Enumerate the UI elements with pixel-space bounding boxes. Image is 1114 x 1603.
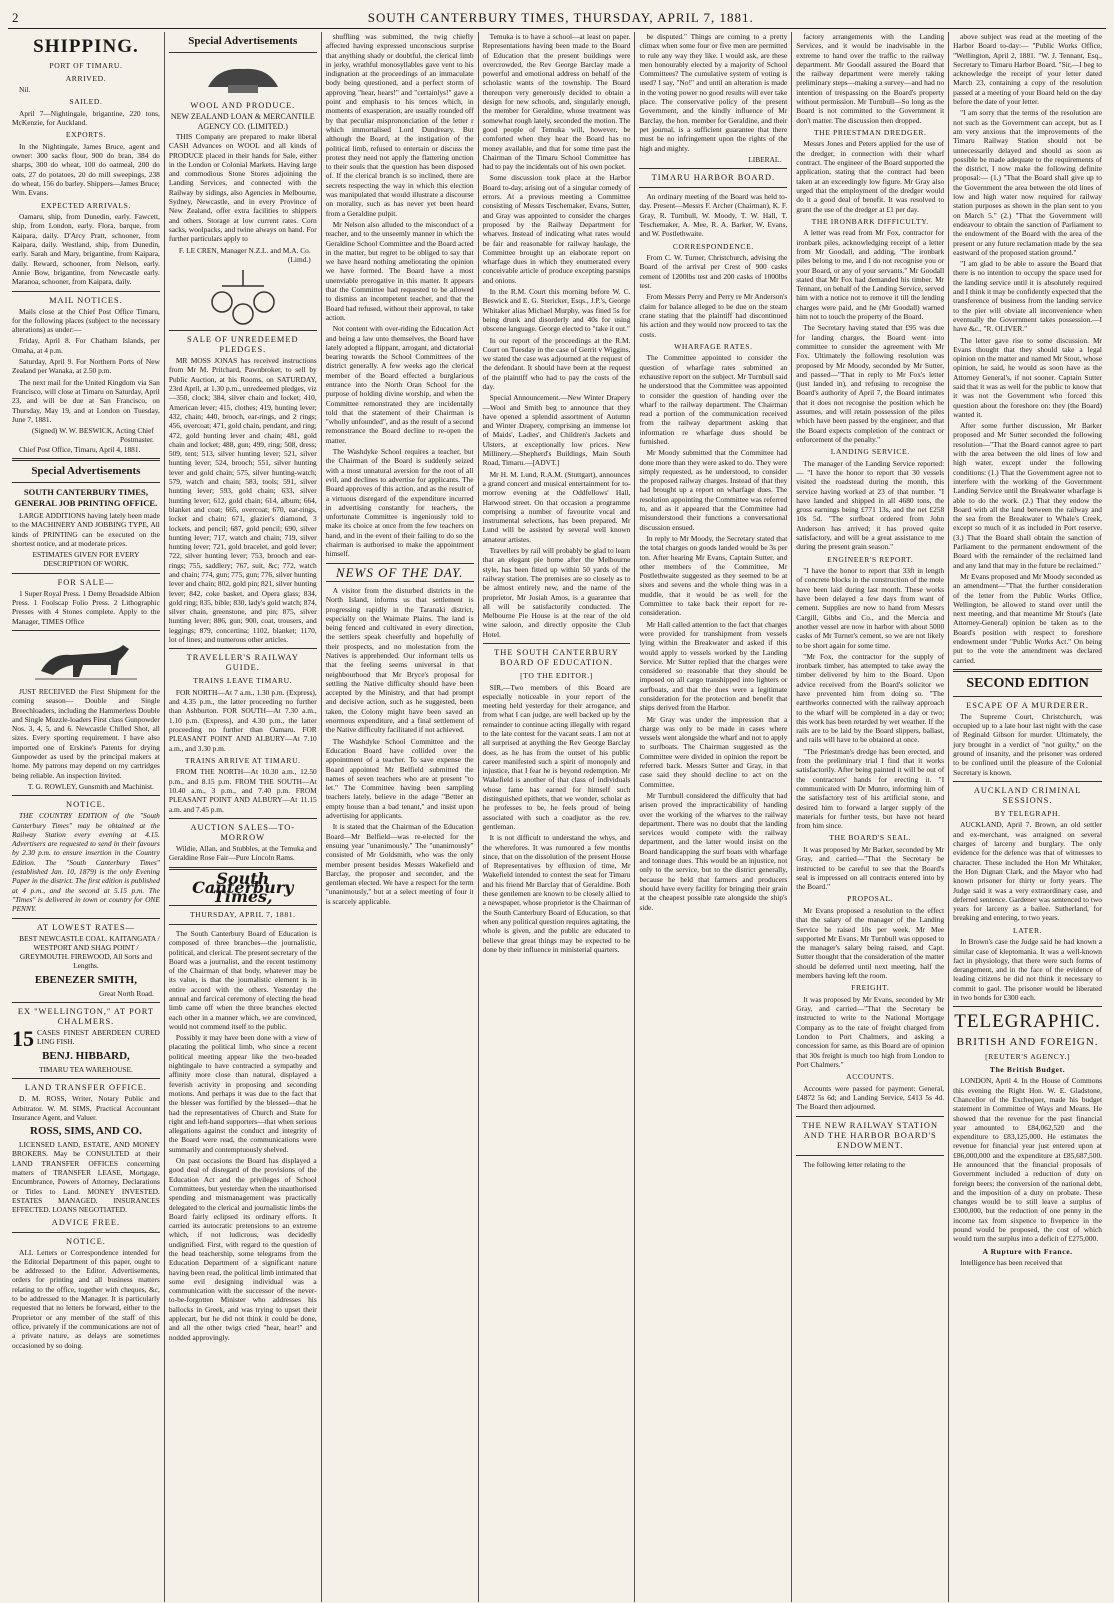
col4-text-1: Temuka is to have a school—at least on paper. Representations having been made to the Board of Education that the present buildings were overcrowded, the Rev George Barclay made a powerful and emotional address on behalf of the scholastic wants of the township. The Board thereupon very generously decided to obtain a design for new schools, and, singularly enough, the member for Geraldine, whose treatment was somewhat rough lately, seconded the motion. The good people of Temuka will, however, be comforted when they hear the Board has no money available, and that for some time past the Chairman of the Timaru School Committee has had to pay the incidentals out of his own pocket. bbox=[482, 32, 631, 172]
reuter-agency: [REUTER'S AGENCY.] bbox=[985, 1052, 1071, 1062]
port-heading: PORT OF TIMARU. bbox=[49, 61, 123, 70]
col6-text-6: "I have the honor to report that 33ft in length of concrete blocks in the construction of the mole have been laid during last month. These works have been delayed a few days from want of cement. Supplies are now to hand from Messrs Cargill, Gibbs and Co., and the Mercia and another vessel are now in harbor with about 5000 casks of Mr Turner's cement, so we are not likely to be short again for some time. bbox=[796, 566, 945, 650]
column-3 bbox=[322, 32, 479, 1602]
column-2 bbox=[165, 32, 322, 1602]
harbor-6: In reply to Mr Moody, the Secretary stated that the total charges on goods landed would be 3s per ton. After hearing Mr Evans, Captain Sutter, and other members of the Committee, Mr Postlethwaite suggested as they seemed to be at sixes and sevens and the whole thing was in a muddle, that it would be as well for the Committee to take back their report for re-consideration. bbox=[639, 533, 788, 618]
office-text: LARGE ADDITIONS having lately been made to the MACHINERY AND JOBBING TYPE, All kinds of PRINTING can be executed on the shortest notice, and at moderate prices. bbox=[12, 511, 160, 548]
harbor-2: From C. W. Turner, Christchurch, advising the Board of the arrival per Crest of 900 casks cement of 1200lbs test and 200 casks of 1000lbs test. bbox=[639, 253, 788, 291]
masthead-title: SOUTH CANTERBURY TIMES, THURSDAY, APRIL 7, 1881. bbox=[367, 10, 754, 25]
gun-signature: T. G. ROWLEY, Gunsmith and Machinist. bbox=[27, 781, 154, 791]
mail-text-3: Saturday, April 9. For Northern Ports of New Zealand per Wanaka, at 2.50 p.m. bbox=[12, 357, 160, 376]
coal-address: Great North Road. bbox=[99, 988, 154, 998]
auction-heading: AUCTION SALES—TO-MORROW bbox=[190, 822, 296, 842]
escape-heading: ESCAPE OF A MURDERER. bbox=[966, 700, 1090, 710]
pawnbroker-balls-illustration bbox=[169, 268, 317, 326]
ex-address: TIMARU TEA WAREHOUSE. bbox=[38, 1064, 133, 1074]
leader-3: On past occasions the Board has displayed a good deal of disregard of the provisions of the Education Act and the privileges of School Committees, but yesterday when the unauthorised spending and mismanagement was practically delegated to the clerical and journalistic limbs the Board fairly eclipsed its ordinary efforts. It carried its autocratic pretensions to an extreme which, if not ludicrous, was decidedly undignified. First, with regard to the question of the head teachership, some telegrams from the Education Department of a significant nature having been read, the political limb intimated that some evil designing individual was a communication with the successor of the never-to-be-forgotten Minister who addresses his ballocks in Greek, and was trying to upset their applecart, but he did not think it could be done, and all the other twigs cried "hear, hear!" and nodded approvingly. bbox=[168, 1156, 317, 1342]
dredger-heading: THE PRIESTMAN DREDGER. bbox=[813, 127, 927, 137]
special-ads-heading-2: Special Advertisements bbox=[188, 35, 298, 47]
harbor-9: Mr Turnbull considered the difficulty that had arisen proved the impracticability of handing over the working of the wharves to the railway department. There was no doubt that the landing services would compete with the railway department, and the latter would insist on the Board handicapping the surf boats with wharfage and tonnage dues. This would be an injustice, not only to the service, but to the district generally, because he held that farmers and producers should have every facility for bringing their grain at the cheapest possible rate alongside the ship's side. bbox=[639, 790, 788, 912]
budget-heading: The British Budget. bbox=[989, 1064, 1066, 1074]
later-heading: LATER. bbox=[1013, 925, 1043, 935]
col6-text-5: The manager of the Landing Service reported:— "I have the honor to report that 30 vessels visited the roadstead during the month, this service having worked at 23 of that number. "I have landed and shipped in all 4680 tons, the gross earnings being £771 13s, and the net £258 10s 5d. "The surfboat ordered from John Anderson has arrived; it has proved quite satisfactory, and will be a great assistance to me during the present grain season." bbox=[796, 458, 945, 552]
news-1: A visitor from the disturbed districts in the North Island, informs us that settlement is progressing rapidly in the Taranaki district, especially on the Waimate Plains. The land is being fenced and cultivated in every direction, the settlers speak cheerfully and hopefully of their prospects, and no molestation from the Natives is apprehended. Our informant tells us that the feeling seems universal in that neighbourhood that Mr Bryce's proposal for settling the Native difficulty should have been accepted by the Ministry, and that had prompt and decisive action, such as he suggested, been taken, the Colony might have been saved an enormous expenditure, and a final settlement of the Native difficulty facilitated if not achieved. bbox=[325, 585, 474, 735]
wool-signature: F. LE CREN, Manager N.Z.L. and M.A. Co. (Limd.) bbox=[178, 245, 311, 264]
land-names: D. M. ROSS, Writer, Notary Public and Arbitrator. W. M. SIMS, Practical Accountant Insurance Agent, and Valuer. bbox=[12, 1094, 160, 1122]
arrived-heading: ARRIVED. bbox=[65, 73, 107, 83]
leader-2: Possibly it may have been done with a view of placating the political limb, who since a recent political meeting appear like the two-headed nightingale to have contracted a sympathy and affinity more close than natural, displayed a feverish activity in proposing and seconding motions. And perhaps it was due to the fact that the blesser was fortified by the blessed—that he had the representatives of Church and State for right and left-hand supporters—that when serious allegations against the conduct and integrity of the Board were read, the communications were summarily and contemptuously shelved. bbox=[168, 1033, 317, 1154]
col6-text-4: The Secretary having stated that £95 was due for landing charges, the Board went into committee to consider the agreement with Mr Fox. Ultimately the following resolution was proposed by Mr Moody, seconded by Mr Sutter, and passed—"That in reply to Mr Fox's letter (just landed in), and refusing to recognise the Board's authority of April 7, the Board intimates that it does not recognise the position which he assumes, and will retain possession of the piles which have been passed by the engineer, and that the Board expects completion of the contract or enforcement of the penalty." bbox=[796, 323, 945, 444]
col3-text-3: Not content with over-riding the Education Act and being a law unto themselves, the Board have lately adopted a flippant, arrogant, and dictatorial bearing towards the School Committees of the district generally. A few weeks ago the clerical member of the Board effected a burglarious entrance into the North Oran School for the purpose of holding divine worship, and when the Committee remonstrated they are incidentally told that the statement of their Chairman is "wholly unfounded", and as the result of a second remonstrance the Board decline to re-open the matter. bbox=[325, 324, 474, 445]
col6-text-8: "The Priestman's dredge has been erected, and from the preliminary trial I find that it works satisfactorily. After being painted it will be out of the contractors' hands for erecting it. "I communicated with Dr Munro, informing him of the satisfactory test of his artificial stone, and desired him to forward a larger supply of the materials for further tests, but have not heard from him since. bbox=[796, 746, 945, 831]
shipping-title: SHIPPING. bbox=[33, 36, 139, 57]
masthead bbox=[8, 6, 1106, 29]
liberal-signature: LIBERAL. bbox=[748, 154, 782, 164]
estimates: ESTIMATES GIVEN FOR EVERY DESCRIPTION OF WORK. bbox=[32, 550, 140, 569]
british-foreign-heading: BRITISH AND FOREIGN. bbox=[956, 1036, 1099, 1049]
corresp-heading: CORRESPONDENCE. bbox=[672, 241, 754, 251]
column-4 bbox=[479, 32, 636, 1602]
harbor-7: Mr Hall called attention to the fact that charges were provided for transhipment from vessels lying within the Breakwater and asked if this would apply to vessels worked by the Landing Service. Mr Sutter replied that the charges were considered so reasonable that they should be imposed on all cargo transhipped into lighters or surfboats, and that the dues were a legitimate consideration for the protection and benefit that ships derived from the Harbor. bbox=[639, 619, 788, 713]
col4-text-2: Some discussion took place at the Harbor Board to-day, arising out of a singular comedy of errors. At a previous meeting a Committee consisting of Messrs Teschemaker, Evans, Sutter, and Gray was appointed to consider the charges proposed by the Railway Department for wharves. Instead of indicating what rates would be fair and reasonable for railway haulage, the Committee brought up an elaborate report on wharfage dues in which they enumerated every conceivable article of produce excepting parsnips and onions. bbox=[482, 173, 631, 285]
mail-text-4: The next mail for the United Kingdom via San Francisco, will close at Timaru on Saturday, April 23, and will be due at San Francisco, on Thursday, May 19, and at London on Tuesday, June 7, 1881. bbox=[12, 377, 160, 424]
harbor-4: The Committee appointed to consider the question of wharfage rates submitted an exhaustive report on the subject. Mr Turnbull said he understood that the Committee was appointed to consider the question of handing over the wharf to the railway department. The Chairman read a portion of the communication received from the railway department asking that information re wharfage dues should be furnished. bbox=[639, 353, 788, 446]
auction-text: Wildie, Allan, and Stubbles, at the Temuka and Geraldine Rose Fair—Pure Lincoln Rams. bbox=[168, 843, 317, 863]
gun-text: JUST RECEIVED the First Shipment for the coming season— Double and Single Breechloaders, including the Hammerless Double and Single Muzzle-loaders First class Gunpowder Nos. 3, 4, 5, and 6. Newcastle Chilled Shot, all sizes. Every sporting requirement. I have also imported one of Erskine's Patents for drying Gunpowder as used by the principal makers at home. My patrons may depend on my cartridges being reliable. An inspection Invited. bbox=[12, 686, 160, 780]
mail-text-1: Mails close at the Chief Post Office Timaru, for the following places (subject to the necessary alterations) as under:— bbox=[12, 306, 160, 335]
station-heading: THE NEW RAILWAY STATION AND THE HARBOR BOARD'S ENDOWMENT. bbox=[802, 1120, 939, 1150]
col4-text-5: Special Announcement.—New Winter Drapery—Wool and Smith beg to announce that they have opened a splendid assortment of Autumn and Winter Drapery, comprising an immense lot of Maids', Ladies', and Children's Jackets and Ulsters, at exceptionally low prices. New Millinery.—Shepherd's Buildings, Main South Road, Timaru.—[ADVT.] bbox=[482, 393, 631, 468]
harbor-8: Mr Gray was under the impression that a charge was only to be made in cases where vessels went alongside the wharf and not to apply to surfboats. The Chairman suggested as the Committee were divided in opinion the report be referred back. Messrs Sutter and Gray, in that case said they should decline to act on the Committee. bbox=[639, 714, 788, 789]
wool-company: NEW ZEALAND LOAN & MERCANTILE AGENCY CO. (LIMITED.) bbox=[170, 112, 315, 131]
col6-text-1: factory arrangements with the Landing Services, and it would be inadvisable in the extreme to hand over the traffic to the railway department. Mr Goodall assured the Board that the railway department were merely taking preliminary steps—making a survey—and had no intention of trespassing on the Board's property without permission. Mr Turnbull—So long as the Board is not committed to the Government it don't matter. The discussion then dropped. bbox=[796, 32, 945, 125]
col3-text-2: Mr Nelson also alluded to the misconduct of a teacher, and to the unseemly manner in which the Geraldine School Committee and the Board acted in the matter, but regret to be obliged to say that we have heard nothing ameliorating the opinion we have formed. The Board have a most unenviable prerogative in this matter. It appears that the Committee had requested to be allowed to dismiss an incompetent teacher, and that the Board had refused, without their approval, to take action. bbox=[325, 219, 474, 322]
seal-heading: THE BOARD'S SEAL. bbox=[829, 833, 912, 843]
col4-text-4: In our report of the proceedings at the R.M. Court on Tuesday in the case of Gerrit v Wiggins, we stated the case was adjourned at the request of the defendant. It should have been at the request of the plaintiff who had to pay the costs of the day. bbox=[482, 335, 631, 391]
wool-bale-illustration bbox=[169, 57, 317, 97]
land-text: LICENSED LAND, ESTATE, AND MONEY BROKERS. May be CONSULTED at their LAND TRANSFER OFFICES concerning matters of TRANSFER LEASE, Mortgage, Encumbrance, Powers of Attorney, Declarations or Titles to Land. MONEY INVESTED. ESTATES MANAGED. INSURANCES EFFECTED. LOANS NEGOTIATED. bbox=[12, 1140, 160, 1215]
arrived-text: Nil. bbox=[19, 85, 31, 94]
harbor-5: Mr Moody submitted that the Committee had done more than they were asked to do. They were simply requested, as he understood, to consider the proposed railway charges. Instead of that they had brought up a report on wharfage dues. The resolution appointing the Committee was referred to, and as it appeared that the Committee had misunderstood their functions a conversational discussion ensued. bbox=[639, 448, 788, 532]
column-5 bbox=[635, 32, 792, 1602]
mail-signed: (Signed) W. W. BESWICK, Acting Chief Postmaster. bbox=[31, 426, 154, 445]
letter-2: It is not difficult to understand the whys, and the wherefores. It was rumoured a few months since, that on the dissolution of the present House of Representatives by effluxion of time, Mr Wakefield intended to contest the seat for Timaru and his friend Mr Barclay that of Geraldine. Both these gentlemen are known to be closely allied to a newspaper, whose proprietor is the Chairman of the South Canterbury Board of Education, so that when any political question requires agitating, the whole is given, and the public are educated to believe that great things may be expected to be done by their influence in ministerial quarters. bbox=[482, 833, 631, 954]
col5-text-1: be disputed." Things are coming to a pretty climax when some four or five men are permitted to rule any way they like. I would ask, are these men honourably elected by a majority of School Committees? The cumulative system of voting is used? I say, "No!" and until an alteration is made in the voting power no good results will ever take place. The conservative policy of the present Government, and the kindly influence of Mr Barclay, the hon. member for Geraldine, and their pet journal, is a sufficient guarantee that there must be no infringement upon the rights of the high and mighty. bbox=[639, 32, 788, 153]
landing-heading: LANDING SERVICE. bbox=[830, 447, 910, 457]
notice2-text: ALL Letters or Correspondence intended for the Editorial Department of this paper, ought to be addressed to the Editor. Advertisements, orders for printing and all business matters relating to the office, together with cheques, &c, to be addressed to the Manager. It is particularly requested that no letters be forward, either to the Proprietor or any member of the staff of this office, privately if the communications are not of a private nature, as delays are sometimes occasioned by so doing. bbox=[12, 1247, 160, 1350]
ex-text: CASES FINEST ABERDEEN CURED LING FISH. bbox=[37, 1027, 160, 1047]
col7-text-4: The letter gave rise to some discussion. Mr Evans thought that they should take a legal opinion on the matter and named Mr Stout, whose opinion, he said, he would as soon have as the Attorney General's, if not sooner. Captain Sutter said that it was as well for the public to know that it was not the Government who forced this question about the foreshore on: they (the Board) wanted it. bbox=[953, 335, 1102, 419]
special-ads-heading: Special Advertisements bbox=[31, 465, 141, 477]
col7-text-7: The Supreme Court, Christchurch, was occupied up to a late hour last night with the case of Reginald Gibson for murder. Ultimately, the jury brought in a verdict of "not guilty," on the ground of insanity, and the prisoner was ordered to be confined until the pleasure of the Colonial Secretary is known. bbox=[953, 711, 1102, 777]
ex-signature: BENJ. HIBBARD, bbox=[42, 1049, 130, 1062]
ex-number: 15 bbox=[12, 1025, 34, 1051]
sale-text: 1 Super Royal Press. 1 Demy Broadside Albion Press. 1 Foolscap Folio Press. 2 Lithographic Presses with 4 Stones complete. Apply to the Manager, TIMES Office bbox=[12, 588, 160, 626]
rail-arrive: FROM THE NORTH—At 10.30 a.m., 12.50 p.m., and 8.15 p.m. FROM THE SOUTH—At 10.40 a.m., 3 p.m., and 7.40 p.m. FROM PLEASANT POINT AND ALBURY—At 11.15 a.m. and 7.45 p.m. bbox=[168, 767, 317, 814]
col7-text-10: LONDON, April 4. In the House of Commons this evening the Right Hon. W. E. Gladstone, Chancellor of the Exchequer, made his budget statement in Committee of Ways and Means. He showed that the revenue for the past financial year amounted to £84,062,520 and the expenditure to £83,125,000. He estimates the revenue for financial year just entered upon at £86,000,000 and the expenditure at £85,687,500. He announced that the financial proposals of Government included a reduction of duty on foreign beers; the conversion of the national debt, and the imposition of a duty on probate. These changes would be to still leave a surplus of £300,000, but the reduction of one penny in the income tax from sixpence to fivepence in the pound would be proposed, the cost of which would turn the surplus into a deficit of £275,000. bbox=[953, 1076, 1102, 1244]
rupture-heading: A Rupture with France. bbox=[982, 1246, 1073, 1256]
col3-text-4: The Washdyke School requires a teacher, but the Chairman of the Board is suddenly seized with a most unnatural aversion for the root of all evil, and declines to advertise for applicants. The Board approves of this action, and as the result of a virtuous disregard of the expenditure incurred in advertising constantly for teachers, the unfortunate Committee is ingeniously told to make its choice at once from the few teachers on hand, and in the event of their failing to do so the chairman is authorised to make the appointment himself. bbox=[325, 447, 474, 559]
letter-1: SIR,—Two members of this Board are especially noticeable in your report of the meeting held yesterday for their arrogance, and from what I can judge, are well backed up by the remainder to continue acting illegally with regard to the late contest for the vacant seats. I am not at all surprised at anything the Rev George Barclay does, as he has from the outset of his public career manifested such a spirit of monopoly and injustice, that I fear he is beyond redemption. Mr Wakefield is another of that class of individuals whose fame has earned for himself such distinguished epithets, that we wonder, scholar as he professes to be, he feels proud of being associated with such a coadjutor as the rev. gentleman. bbox=[482, 682, 631, 831]
expected-heading: EXPECTED ARRIVALS. bbox=[40, 200, 131, 210]
col7-text-9: In Brown's case the Judge said he had known a similar case of kleptomania. It was a well-known fact in physiology, that there were such forms of derangement, and in the face of the evidence of leading citizens he did not think it necessary to commit to gaol. The prisoner would be liberated in two bonds for £300 each. bbox=[953, 937, 1102, 1003]
news-heading: NEWS OF THE DAY. bbox=[335, 564, 464, 580]
col6-text-10: Mr Evans proposed a resolution to the effect that the salary of the manager of the Landing Service be raised 10s per week. Mr Mee supported Mr Evans. Mr Turnbull was opposed to the manager's salary being raised, and Capt. Sutter thought that the consideration of the matter should be deferred until next meeting, half the members having left the room. bbox=[796, 905, 945, 981]
col7-text-3: "I am glad to be able to assure the Board that there is no intention to occupy the space used for the landing service until it is absolutely required and I think it may be confidently expected that the transference of business from the landing service to the pier will obviate all inconvenience when eventually the Government takes possession.—I have &c., "R. OLIVER." bbox=[953, 259, 1102, 334]
col6-text-11: It was proposed by Mr Evans, seconded by Mr Gray, and carried—"That the Secretary be instructed to write to the National Mortgage Company as to the rate of freight charged from London to Port Chalmers, and asking a concession for same, as this Board are of opinion that 30s freight is much too high from London to Port Chalmers." bbox=[796, 994, 945, 1069]
news-3: It is stated that the Chairman of the Education Board—Mr Belfield—was re-elected for the ensuing year "unanimously." The "unanimously" consisted of Mr Goldsmith, who was the only member present besides Messrs Wakefield and Barclay, the proposer and seconder, and the gentleman elected. We have a respect for the term "unanimously," but at a select meeting of four it is scarcely applicable. bbox=[325, 822, 474, 906]
pledges-text: MR MOSS JONAS has received instructions from Mr M. Pritchard, Pawnbroker, to sell by Public Auction, at his Rooms, on SATURDAY, 23rd April, at 1.30 p.m., unredeemed pledges, viz—350, clock; 384, silver chain and locket; 410, American lever; 415, clothes; 419, hunting lever; 432, chain; 440, brooch, ear-rings, and 2 rings; 456, overcoat; 471, gold chain, pendant, and ring; 472, gold hunting lever and chain; 481, gold chain and locket; 488, gun; 499, ring; 508, dress; 509, tent; 513, silver hunting lever; 521, silver hunting lever; 524, brooch; 551, silver hunting lever and gold chain; 575, silver hunting-watch; 579, watch and chain; 583, tools; 591, silver hunting lever; 593, gold chain; 633, silver hunting lever; 612, gold chain; 614, album; 664, blanket and coat; 665, overcoat; 670, ear-rings, locket and chain; 671, glazier's diamond, 3 lockets, and pencil; 687, gold pencil; 690, silver hunting lever; 717, watch and chain; 719, silver hunting lever; 721, gold bracelet, and gold lever; 722, silver hunting lever; 753, brooch and ear-rings; 755, saddlery; 767, suit, &c; 772, watch and chain; 774, gun; 775, gun; 776, silver hunting lever and chain; 802, gold pin; 821, silver hunting lever; 842, coke basket, and Opera glass; 834, gold ring; 835, bible; 830, lady's gold watch; 874, silver chain, greenstone, and pin; 875, silver hunting lever; 886, gun; 900, coat, trousers, and leggings; 879, concertina; 1102, blanket; 1170, lot of lines; and numerous other articles. bbox=[168, 356, 317, 645]
column-6 bbox=[792, 32, 949, 1602]
office-title: SOUTH CANTERBURY TIMES, GENERAL JOB PRINTING OFFICE. bbox=[14, 487, 158, 508]
col6-text-9: It was proposed by Mr Barker, seconded by Mr Gray, and carried—"That the Secretary be instructed to be careful to see that the Board's seal is impressed on all contracts entered into by the Board." bbox=[796, 844, 945, 892]
notice2-heading: NOTICE. bbox=[66, 1236, 106, 1246]
by-telegraph: BY TELEGRAPH. bbox=[994, 808, 1061, 818]
sc-board-heading: THE SOUTH CANTERBURY BOARD OF EDUCATION. bbox=[494, 648, 619, 667]
wool-text: THIS Company are prepared to make liberal CASH Advances on WOOL and all kinds of PRODUCE placed in their hands for Sale, either in the London or Colonial Markets. Having large and commodious Stone Stores adjoining the Landing Services, and connected with the Railway by sidings, also Agencies in Melbourne, Sydney, Newcastle, and in every Province of New Zealand, offer extra facilities to shippers and others. Storage at low current rates. Corn sacks, woolpacks, and twine always on hand. For further particulars apply to bbox=[168, 132, 317, 244]
col7-text-1: above subject was read at the meeting of the Harbor Board to-day:— "Public Works Office, "Wellington, April 2, 1881. "W. J. Tennant, Esq., Secretary to Timaru Harbor Board. "Sir,—I beg to acknowledge the receipt of your letter dated March 23, containing a copy of the resolution passed at a meeting of your Board held on the day before the date of your letter. bbox=[953, 32, 1102, 107]
coal-signature: EBENEZER SMITH, bbox=[34, 973, 137, 986]
notice-heading: NOTICE. bbox=[66, 800, 106, 810]
wharfage-heading: WHARFAGE RATES. bbox=[674, 341, 753, 351]
paper-date: THURSDAY, APRIL 7, 1881. bbox=[189, 910, 296, 920]
sale-heading: FOR SALE— bbox=[57, 577, 115, 587]
second-edition: SECOND EDITION bbox=[966, 675, 1089, 691]
col7-text-2: "I am sorry that the terms of the resolution are not such as the Government can accept, but as I am very anxious that the improvements of the Timaru Railway Station should not be unnecessarily delayed and should as soon as possible be made adequate to the requirements of the district, I now make the following definite proposal:— (1.) "That the Board shall give up to the Government the area between the old lines of low and high water now required for railway station purposes as shown in the plan sent to you on March 5." (2.) "That the Government will endeavour to obtain the sanction of Parliament to the endowment of the Board with the area of the present or any future reclamation made by the sea eastward of the proposed station ground." bbox=[953, 108, 1102, 257]
col6-text-13: The following letter relating to the bbox=[803, 1159, 906, 1169]
rail-heading: TRAVELLER'S RAILWAY GUIDE. bbox=[186, 653, 299, 673]
col6-text-3: A letter was read from Mr Fox, contractor for ironbark piles, acknowledging receipt of a letter from Mr Goodall, and adding, "The ironbark piles belong to me, and I do not recognise you or your Board, or any of your servants." Mr Goodall stated that Mr Fox had demanded his timber. Mr Tennant, on behalf of the Landing Service, served him with a notice not to remove it till the lending charges were paid, and he (Mr Goodall) warned him not to touch the property of the Board. bbox=[796, 228, 945, 322]
to-editor: [TO THE EDITOR.] bbox=[520, 671, 593, 680]
paper-title: South Canterbury Times, bbox=[192, 868, 294, 907]
mail-heading: MAIL NOTICES. bbox=[49, 295, 123, 305]
leader-1: The South Canterbury Board of Education is composed of three branches—the journalistic, political, and clerical. The present secretary of the Board was a journalist, and the recent testimony of the Chairman of that body, whatever may be its value, is that the journalistic element is in entire accord with the others. Yesterday the annual and farcical ceremony of electing the head limb came off when the three branches elected each other in a manner which, we are convinced, would not commend itself to the public. bbox=[168, 928, 317, 1031]
notice-text: THE COUNTRY EDITION of the "South Canterbury Times" may be obtained at the Railway Station every evening at 4.15. Advertisers are requested to send in their favours by 2.30 p.m. to ensure insertion in the Country Edition. The "South Canterbury Times" (established Jan. 10, 1879) is the only Evening Paper in the district. The first edition is published at 4 p.m., and the second at 5.15 p.m. The "Times" is delivered in town or country for ONE PENNY. bbox=[12, 811, 160, 914]
pledges-heading: SALE OF UNREDEEMED PLEDGES. bbox=[187, 335, 299, 355]
wool-heading: WOOL AND PRODUCE. bbox=[190, 101, 296, 110]
sailed-text: April 7—Nightingale, brigantine, 220 tons, McKenzie, for Auckland. bbox=[12, 108, 160, 128]
harbor-3: From Messrs Perry and Perry re Mr Anderson's claim for balance alleged to be due on the steam crane stating that the plaintiff had discontinued his action and they would now proceed to tax the costs. bbox=[639, 292, 788, 339]
col6-text-12: Accounts were passed for payment: General, £4872 5s 6d; and Landing Service, £413 5s 4d. The Board then adjourned. bbox=[796, 1083, 945, 1112]
col4-text-3: In the R.M. Court this morning before W. C. Beswick and E. G. Stericker, Esqs., J.P.'s, George Whitaker alias Michael Murphy, was fined 5s for being drunk and disorderly and 40s for using obscene language. George elected to "take it out." bbox=[482, 287, 631, 334]
news-2: The Washdyke School Committee and the Education Board have collided over the appointment of a teacher. To save expense the Board appointed Mr Belfield submitted the names of seven teachers who are at present "to let." The Committee having been sampling teachers lately, believe in the adage "Better an empty house than a bad tenant," and insist upon advertising for applicants. bbox=[325, 736, 474, 821]
sailed-heading: SAILED. bbox=[69, 97, 103, 107]
auckland-heading: AUCKLAND CRIMINAL SESSIONS. bbox=[973, 785, 1082, 805]
col6-text-2: Messrs Jones and Peters applied for the use of the dredger, in connection with their wharf contract. The engineer of the Board supported the application, stating that the contract had been taken at an exceedingly low figure. Mr Gray also urged that the employment of the dredger would do it a good deal of benefit. It was resolved to grant the use of the dredger at £1 per day. bbox=[796, 139, 945, 214]
harbor-heading: TIMARU HARBOR BOARD. bbox=[651, 173, 776, 183]
dog-illustration bbox=[12, 635, 160, 683]
mail-date: Chief Post Office, Timaru, April 4, 1881. bbox=[19, 444, 141, 454]
col7-text-8: AUCKLAND, April 7. Brown, an old settler and ex-merchant, was arraigned on several charges of larceny and burglary. The only evidence for the defence was that of witnesses to character. These included the Hon Mr Whitaker, the Hon Dignan Clark, and the Mayor who had known prisoner for thirty or forty years. The Judge said it was a very extraordinary case, and deferred sentence. Gardener was sentenced to two years for larceny as a bailee. Sutherland, for breaking and entering, to two years. bbox=[953, 820, 1102, 923]
rail-arrive-heading: TRAINS ARRIVE AT TIMARU. bbox=[184, 755, 301, 765]
freight-heading: FREIGHT. bbox=[851, 983, 890, 993]
coal-heading: AT LOWEST RATES— bbox=[36, 922, 135, 932]
col7-text-11: Intelligence has been received that bbox=[960, 1258, 1063, 1268]
exports-heading: EXPORTS. bbox=[65, 130, 106, 140]
page-number: 2 bbox=[12, 10, 20, 25]
col4-text-6: Mr H. M. Lund, R.A.M. (Stuttgart), announces a grand concert and musical entertainment for to-morrow evening at the Oddfellows' Hall, Harwood street. On that occasion a programme comprising a number of favourite vocal and instrumental selections, has been prepared. Mr Lund will be assisted by several well known amateur artistes. bbox=[482, 469, 631, 544]
col7-text-5: After some further discussion, Mr Barker proposed and Mr Sutter seconded the following resolution—"That the Board cannot agree to part with the area between the old lines of low and high water, except under the following conditions: (1.) That the Government agree not to interfere with the working of the Government Landing Service until the Breakwater wharfage is able to do the work. (2.) That they endow the Board with all the land between the railway and the sea from the Breakwater to Whale's Creek, except so much of it as included in Port reserve. (3.) That the Board shall obtain the sanction of Parliament to the permanent endowment of the Board with the remainder of the reclaimed land and any land that may in the future be reclaimed." bbox=[953, 421, 1102, 570]
accounts-heading: ACCOUNTS. bbox=[846, 1072, 895, 1082]
engineer-heading: ENGINEER'S REPORT. bbox=[827, 554, 914, 564]
land-firm: ROSS, SIMS, AND CO. bbox=[30, 1125, 142, 1138]
ex-heading: EX "WELLINGTON," AT PORT CHALMERS. bbox=[17, 1006, 154, 1026]
ironbark-heading: THE IRONBARK DIFFICULTY. bbox=[811, 216, 929, 226]
rail-leave-heading: TRAINS LEAVE TIMARU. bbox=[193, 676, 293, 686]
harbor-1: An ordinary meeting of the Board was held to-day. Present—Messrs F. Archer (Chairman), K. F. Gray, R. Turnbull, W. Moody, T. W. Hall, T. Teschemaker, A. Mee, R. A. Barker, W. Evans, and W. Postlethwaite. bbox=[639, 192, 788, 239]
telegraphic-heading: TELEGRAPHIC. bbox=[954, 1011, 1101, 1033]
col7-text-6: Mr Evans proposed and Mr Moody seconded as an amendment—"That the further consideration of the letter from the Public Works Office, Wellington, be allowed to stand over until the next meeting, and that meantime Mr Stout's (late Attorney-General) opinion be taken as to the Board's position with respect to foreshore endowment under "Public Works Act." On being put to the vote the amendment was declared carried. bbox=[953, 571, 1102, 665]
land-heading: LAND TRANSFER OFFICE. bbox=[24, 1083, 147, 1093]
coal-text: BEST NEWCASTLE COAL. KAITANGATA / WESTPORT AND SHAG POINT / GREYMOUTH. FIREWOOD, All Sorts and Lengths. bbox=[19, 933, 160, 971]
column-1 bbox=[8, 32, 165, 1602]
proposal-heading: PROPOSAL. bbox=[847, 894, 894, 904]
mail-text-2: Friday, April 8. For Chatham Islands, per Omaha, at 4 p.m. bbox=[12, 336, 160, 355]
col3-text-1: shuffling was submitted, the twig chiefly affected having expressed unconscious surprise that anything shady or doubtful, the clerical limb in jerky, wrathful monosyllables gave vent to his indignation at the proceedings of an immaculate body being questioned, and a perfect storm of approving "hear, hears!" and "certainlys!" gave a point and emphasis to his tences which, in moments of exasperation, are usually rounded off by that peculiar misprononciation of the letter r which immortalised Lord Dundreary. But although the Board, at the instigation of the political limb, refused to entertain or discuss the protest they need not apply the flattering unction to their souls that the question has been disposed of. If the clerical branch is so inclined, there are secrets respecting the way in which this election was manipulated that would illustrate a discourse on morality, such as has never yet been heard from a Geraldine pulpit. bbox=[325, 32, 474, 218]
col4-text-7: Travellers by rail will probably be glad to learn that an elegant pie home after the Melbourne style, has been fitted up within 50 yards of the railway station. The premises are so closely as to be almost entirely new, and the name of the proprietor, Mr Josiah Amos, is a guarantee that all will be satisfactorily conducted. The Melbourne Pie House is at the rear of the old wine saloon, and directly opposite the Club Hotel. bbox=[482, 546, 631, 639]
col6-text-7: "Mr Fox, the contractor for the supply of ironbark timber, has attempted to take away the timber delivered by him to the Board. Upon advice received from the Board's solicitor we have prevented him from doing so. "The earthworks connected with the railway approach to the wharf will be completed in a day or two; this work has been retarded by wet weather. If the rails are to be laid by the Board slippers, ballast, and rails will have to be obtained at once. bbox=[796, 651, 945, 745]
advice-free: ADVICE FREE. bbox=[51, 1217, 121, 1227]
rail-leave: FOR NORTH—At 7 a.m., 1.30 p.m. (Express), and 4.35 p.m., the latter proceeding no further than Ashburton. FOR SOUTH—At 7.30 a.m., 1.10 p.m. (Express), and 4.30 p.m., the latter proceeding no further than Oamaru. FOR PLEASANT POINT AND ALBURY—At 7.10 a.m., and 3.30 p.m. bbox=[168, 687, 317, 753]
exports-text: In the Nightingale, James Bruce, agent and owner: 300 sacks flour, 900 do bran, 384 do sharps, 300 do wheat, 100 do oatmeal, 200 do oats, 27 do potatoes, 20 do mill sweepings, 238 do wheat, 156 do barley. Shippers—James Bruce; Wm. Evans. bbox=[12, 141, 160, 198]
expected-text: Oamaru, ship, from Dunedin, early. Fawcett, ship, from London, early. Flora, barque, from Kaipara, daily. D'Arcy Pratt, schooner, from Kaipara, daily. Westland, ship, from Dunedin, early. Sarah and Mary, brigantine, from Kaipara, daily. Reward, schooner, from Nelson, early. Annie Bow, brigantine, from Newcastle early. Maranoa, schooner, from Kaipara, daily. bbox=[12, 212, 160, 287]
column-7 bbox=[949, 32, 1106, 1602]
